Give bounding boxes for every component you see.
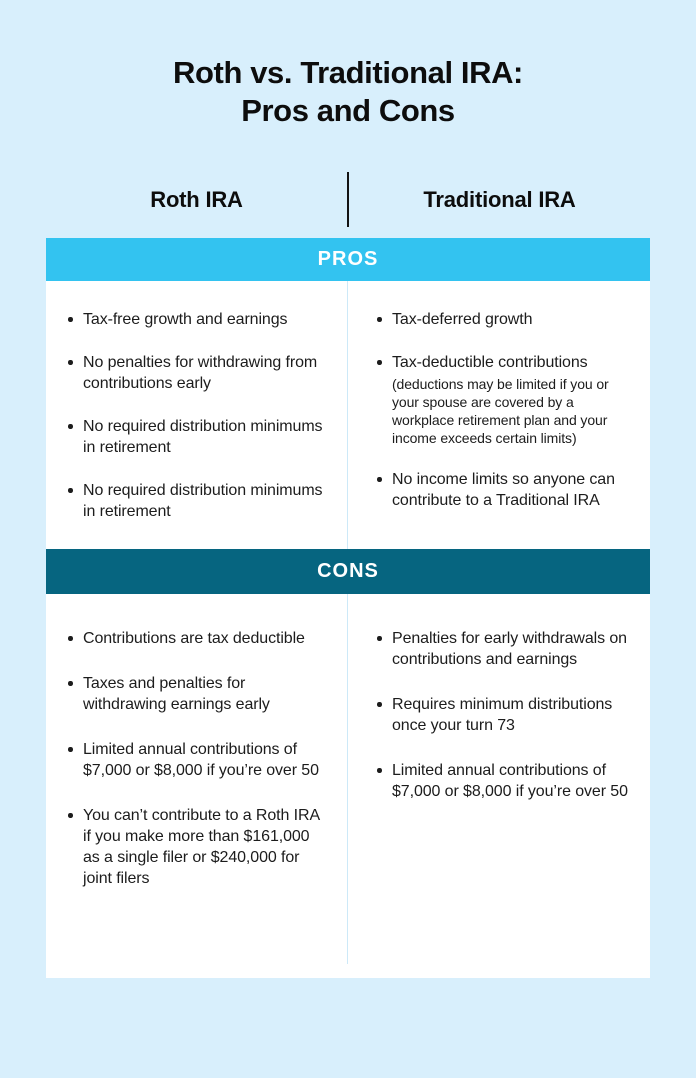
bullet-note: (deductions may be limited if you or your spouse are covered by a workplace retirement plan and your income exceeds certain limits) bbox=[392, 376, 609, 446]
bullet-text: You can’t contribute to a Roth IRA if you make more than $161,000 as a single filer or $240,000 for joint filers bbox=[83, 807, 320, 887]
column-header-roth: Roth IRA bbox=[150, 186, 243, 212]
pros-header-band: PROS bbox=[46, 238, 650, 281]
bullet-text: Penalties for early withdrawals on contributions and earnings bbox=[392, 630, 627, 668]
bullet-text: Contributions are tax deductible bbox=[83, 630, 305, 647]
list-item bbox=[83, 673, 326, 715]
bullet-text: Limited annual contributions of $7,000 or $8,000 if you’re over 50 bbox=[83, 741, 319, 779]
list-item bbox=[392, 628, 635, 670]
list-item bbox=[83, 739, 326, 781]
page-title-line1: Roth vs. Traditional IRA: bbox=[173, 55, 523, 90]
list-item bbox=[83, 628, 326, 649]
bullet-text: No income limits so anyone can contribute to a Traditional IRA bbox=[392, 471, 615, 509]
cons-roth-list bbox=[46, 594, 352, 978]
cons-panel bbox=[46, 594, 650, 978]
list-item bbox=[83, 416, 326, 458]
pros-roth-list bbox=[46, 281, 352, 549]
pros-traditional-list bbox=[352, 281, 650, 549]
list-item bbox=[83, 480, 326, 522]
page-title bbox=[0, 54, 696, 130]
comparison-table bbox=[46, 238, 650, 978]
list-item bbox=[392, 469, 635, 511]
list-item bbox=[83, 309, 326, 330]
list-item bbox=[392, 352, 635, 447]
cons-header-band: CONS bbox=[46, 549, 650, 594]
bullet-text: No penalties for withdrawing from contributions early bbox=[83, 354, 318, 392]
list-item bbox=[83, 352, 326, 394]
bullet-text: Tax-deductible contributions bbox=[392, 354, 588, 371]
bullet-text: No required distribution minimums in retirement bbox=[83, 418, 323, 456]
page-title-line2: Pros and Cons bbox=[241, 93, 455, 128]
bullet-text: Taxes and penalties for withdrawing earnings early bbox=[83, 675, 270, 713]
list-item bbox=[392, 309, 635, 330]
bullet-text: No required distribution minimums in retirement bbox=[83, 482, 323, 520]
column-header-traditional: Traditional IRA bbox=[423, 186, 576, 212]
pros-panel bbox=[46, 281, 650, 549]
list-item bbox=[392, 694, 635, 736]
bullet-text: Tax-deferred growth bbox=[392, 311, 533, 328]
bullet-text: Tax-free growth and earnings bbox=[83, 311, 288, 328]
cons-traditional-list bbox=[352, 594, 650, 978]
list-item bbox=[392, 760, 635, 802]
pros-column-divider bbox=[347, 281, 348, 549]
bullet-text: Requires minimum distributions once your turn 73 bbox=[392, 696, 613, 734]
cons-column-divider bbox=[347, 594, 348, 964]
infographic-page bbox=[0, 54, 696, 978]
bullet-text: Limited annual contributions of $7,000 or $8,000 if you’re over 50 bbox=[392, 762, 628, 800]
list-item bbox=[83, 805, 326, 889]
column-headers bbox=[46, 172, 650, 227]
